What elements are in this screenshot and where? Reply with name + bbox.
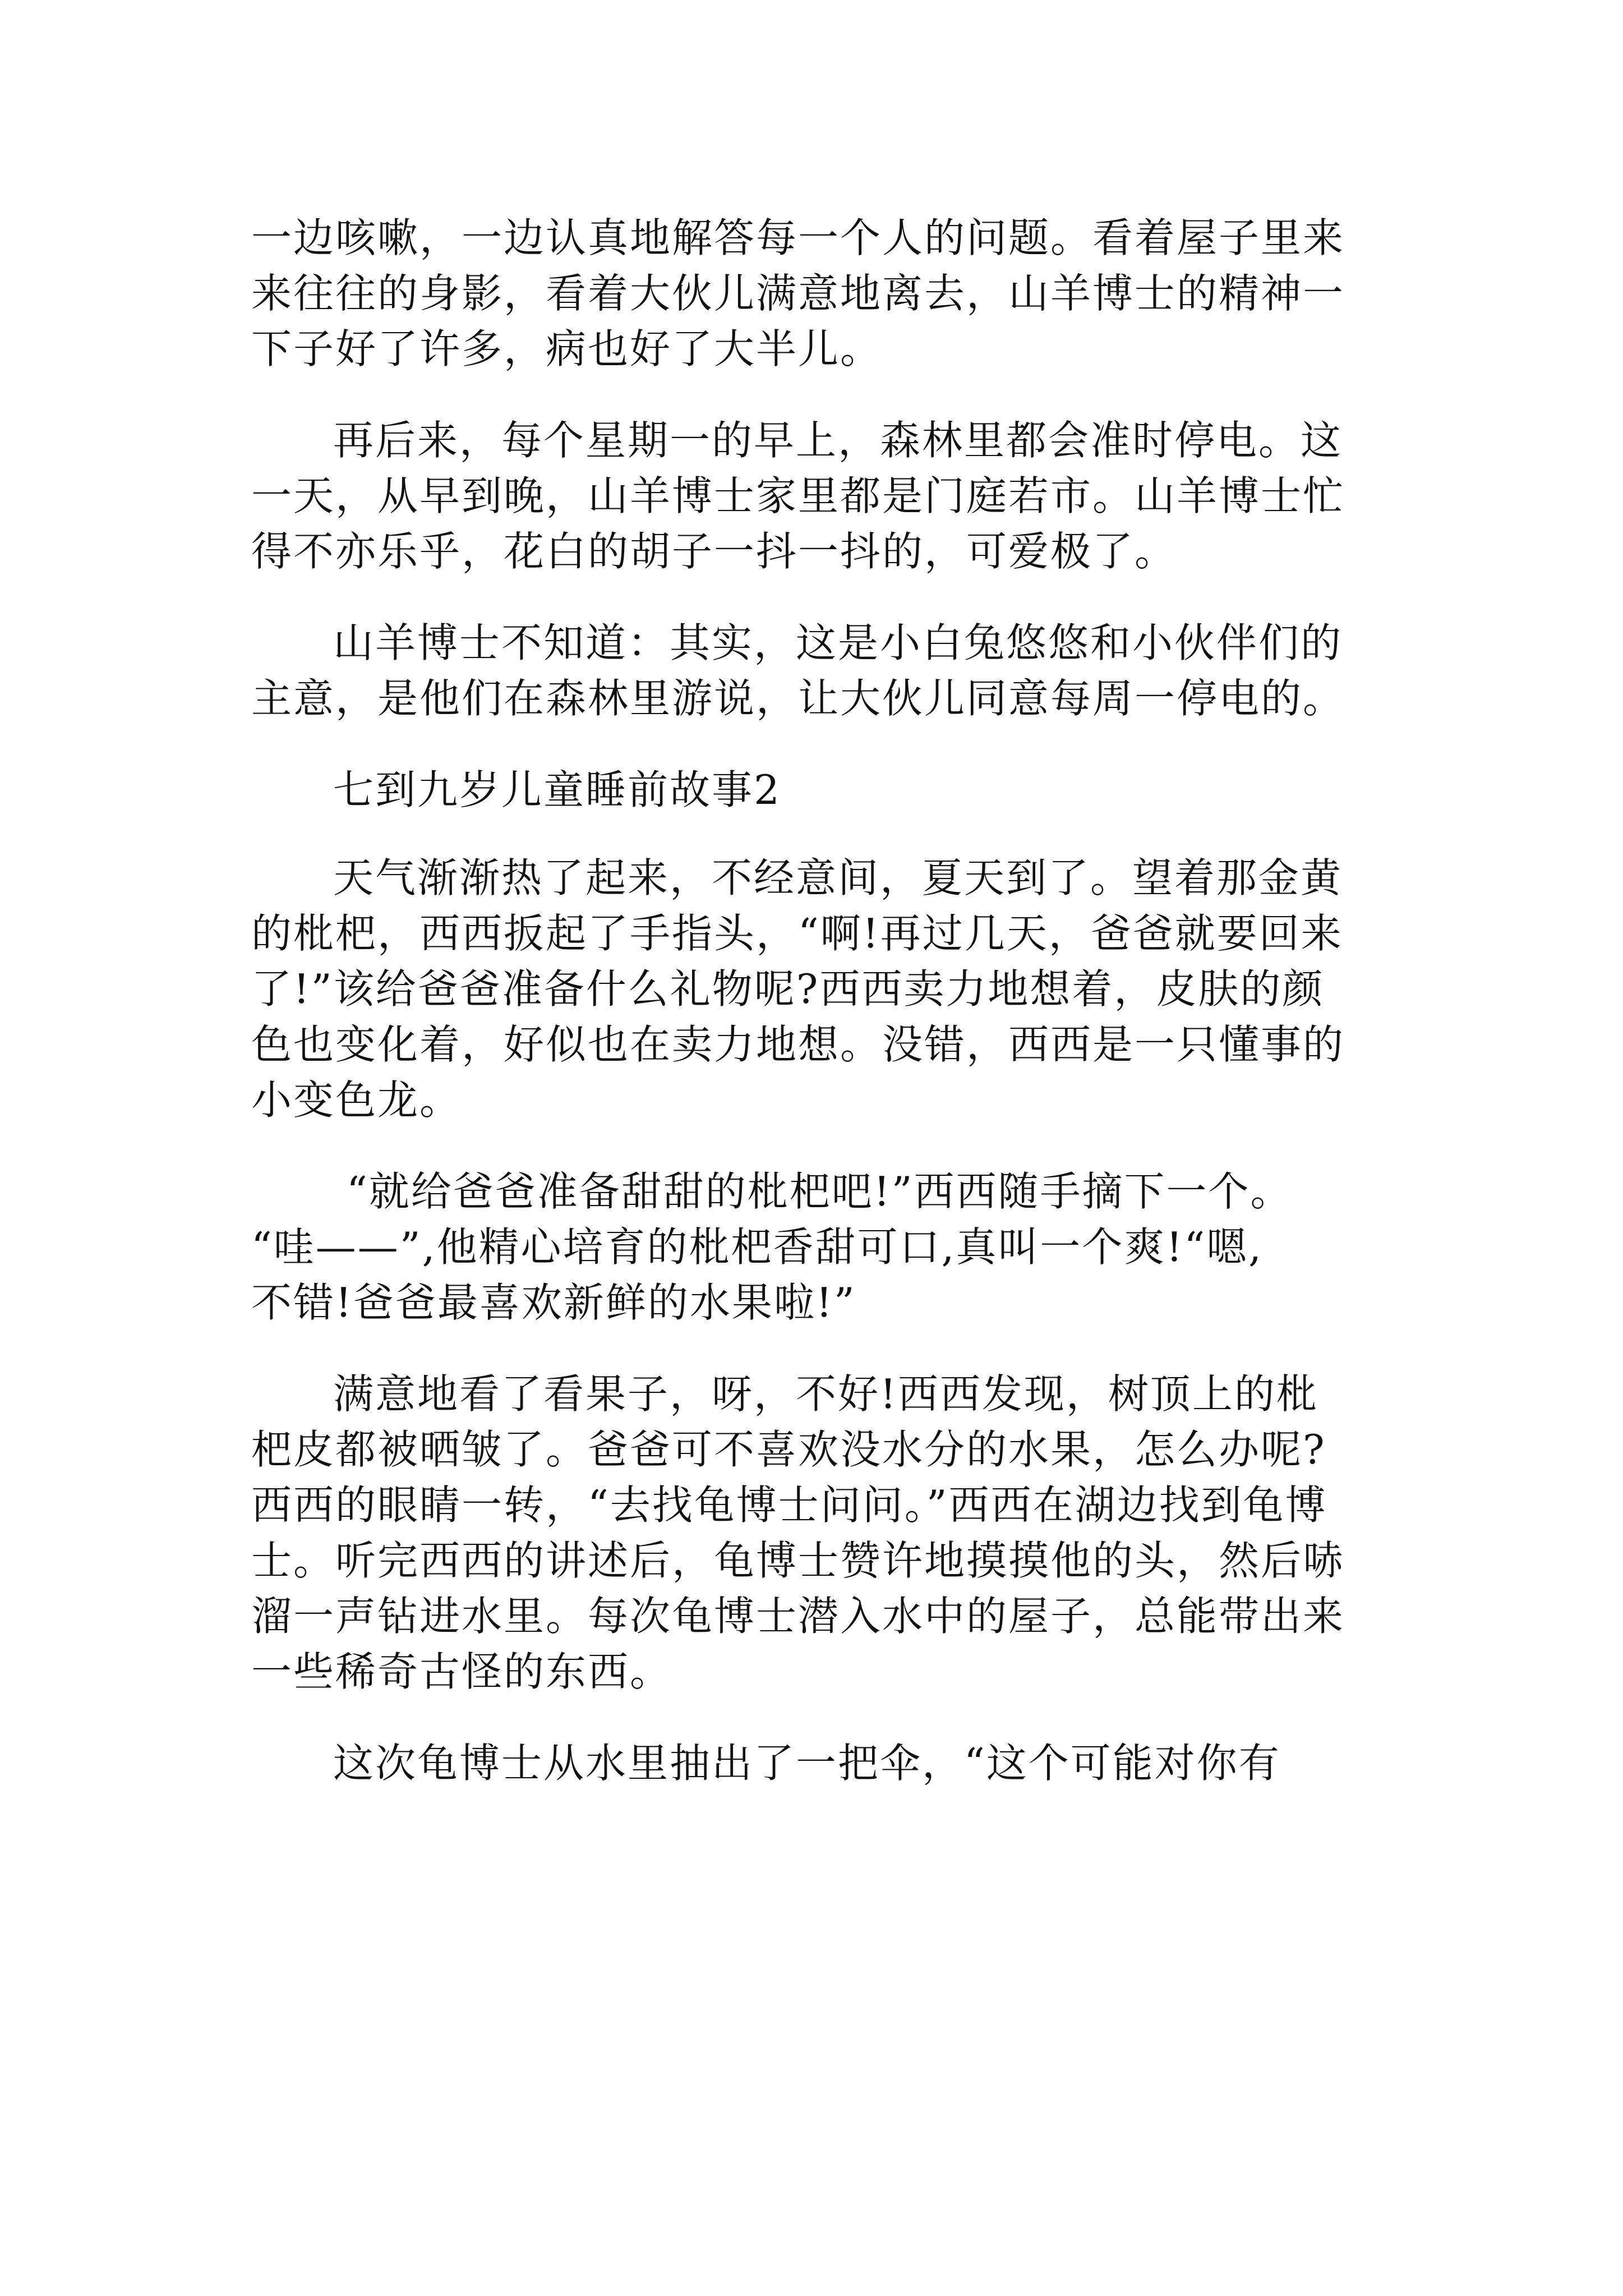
text-line: 溜一声钻进水里。每次龟博士潜入水中的屋子，总能带出来 (251, 1593, 1345, 1640)
text-line: 的枇杷，西西扳起了手指头，“啊!再过几天，爸爸就要回来 (251, 910, 1343, 957)
paragraph-gap (251, 1128, 1407, 1164)
text-line: 来往往的身影，看着大伙儿满意地离去，山羊博士的精神一 (251, 270, 1345, 317)
text-line: 下子好了许多，病也好了大半儿。 (251, 325, 883, 372)
paragraph (251, 615, 1407, 726)
text-line: 山羊博士不知道：其实，这是小白兔悠悠和小伙伴们的 (333, 619, 1343, 666)
paragraph (251, 1366, 1407, 1700)
text-line: “就给爸爸准备甜甜的枇杷吧!”西西随手摘下一个。 (347, 1168, 1293, 1215)
text-line: 色也变化着，好似也在卖力地想。没错，西西是一只懂事的 (251, 1021, 1345, 1068)
text-line: 杷皮都被晒皱了。爸爸可不喜欢没水分的水果，怎么办呢? (251, 1426, 1326, 1473)
section-heading (251, 762, 1407, 818)
heading-line: 七到九岁儿童睡前故事2 (333, 766, 781, 813)
paragraph-gap (251, 377, 1407, 413)
paragraph-gap (251, 579, 1407, 615)
text-line: 西西的眼睛一转，“去找龟博士问问。”西西在湖边找到龟博 (251, 1481, 1327, 1529)
text-line: 了!”该给爸爸准备什么礼物呢?西西卖力地想着，皮肤的颜 (251, 965, 1325, 1013)
text-line: 一天，从早到晚，山羊博士家里都是门庭若市。山羊博士忙 (251, 472, 1345, 519)
paragraph-gap (251, 726, 1407, 762)
text-line: 一些稀奇古怪的东西。 (251, 1648, 672, 1695)
text-line: 满意地看了看果子，呀，不好!西西发现，树顶上的枇 (333, 1370, 1318, 1418)
document-body (251, 210, 1407, 1791)
paragraph (251, 1164, 1407, 1331)
text-line: 小变色龙。 (251, 1076, 462, 1124)
paragraph (251, 850, 1407, 1128)
text-line: 士。听完西西的讲述后，龟博士赞许地摸摸他的头，然后哧 (251, 1537, 1345, 1584)
paragraph (251, 1736, 1407, 1791)
paragraph (251, 413, 1407, 579)
paragraph-gap (251, 1700, 1407, 1736)
paragraph (251, 210, 1407, 377)
paragraph-gap (251, 1331, 1407, 1366)
text-line: 一边咳嗽，一边认真地解答每一个人的问题。看着屋子里来 (251, 214, 1345, 261)
text-line: 再后来，每个星期一的早上，森林里都会准时停电。这 (333, 417, 1343, 464)
text-line: 这次龟博士从水里抽出了一把伞，“这个可能对你有 (333, 1740, 1281, 1787)
paragraph-gap (251, 818, 1407, 850)
text-line: 不错!爸爸最喜欢新鲜的水果啦!” (251, 1279, 856, 1326)
text-line: “哇——”,他精心培育的枇杷香甜可口,真叫一个爽!“嗯, (251, 1223, 1264, 1271)
text-line: 主意，是他们在森林里游说，让大伙儿同意每周一停电的。 (251, 675, 1345, 722)
text-line: 得不亦乐乎，花白的胡子一抖一抖的，可爱极了。 (251, 528, 1177, 575)
text-line: 天气渐渐热了起来，不经意间，夏天到了。望着那金黄 (333, 854, 1343, 901)
